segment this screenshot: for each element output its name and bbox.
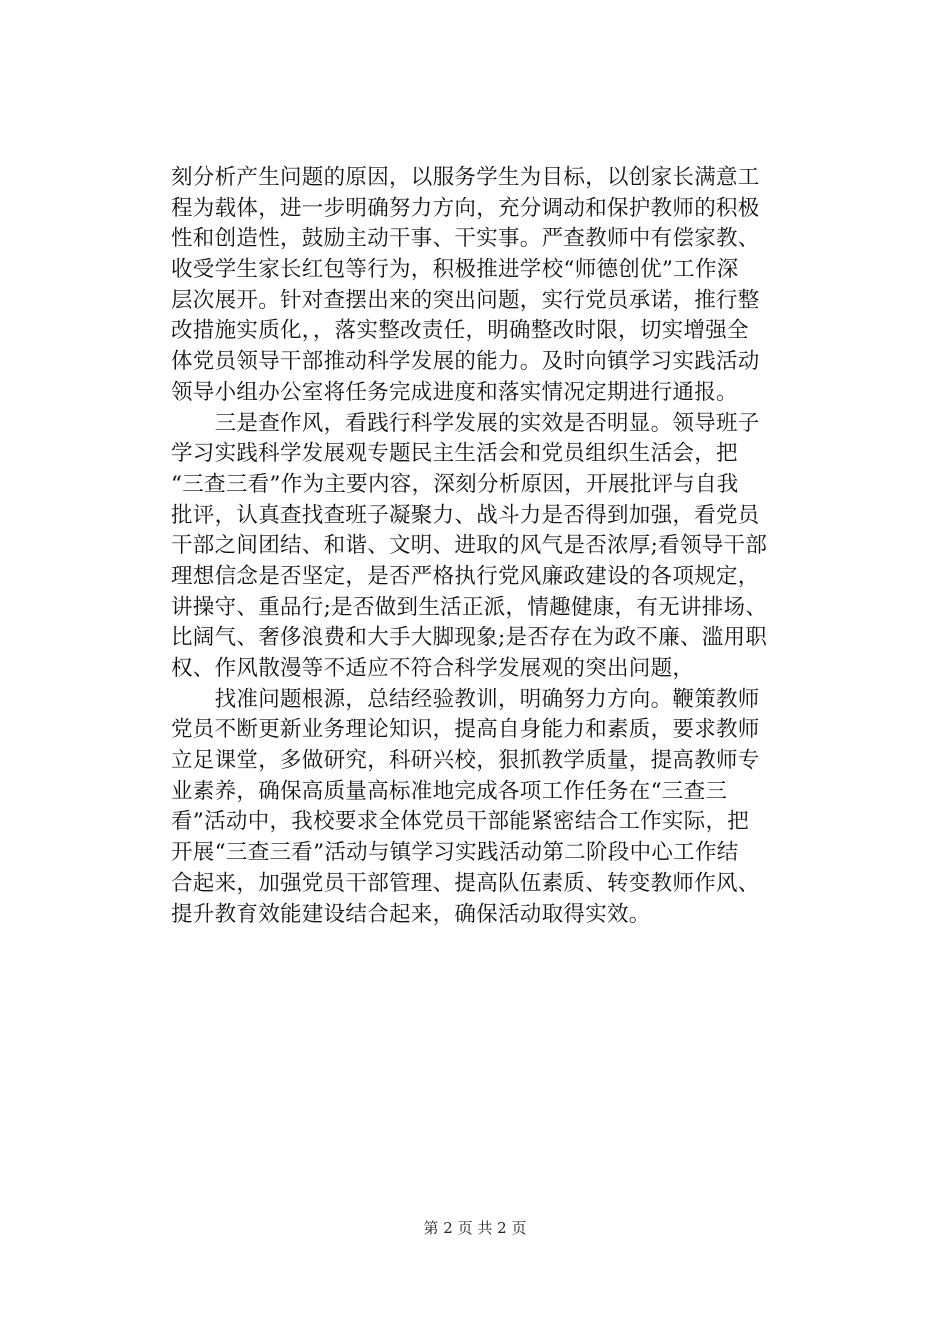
- text-line: 党员不断更新业务理论知识，提高自身能力和素质，要求教师: [171, 717, 760, 743]
- text-line: 理想信念是否坚定，是否严格执行党风廉政建设的各项规定，: [171, 563, 760, 589]
- text-line: 看”活动中，我校要求全体党员干部能紧密结合工作实际，把: [171, 809, 750, 835]
- text-line: 干部之间团结、和谐、文明、进取的风气是否浓厚;看领导干部: [171, 533, 768, 559]
- text-line: 比阔气、奢侈浪费和大手大脚现象;是否存在为政不廉、滥用职: [171, 625, 768, 651]
- page-number-footer: 第 2 页 共 2 页: [423, 1219, 527, 1237]
- text-line: “三查三看”作为主要内容，深刻分析原因，开展批评与自我: [171, 471, 739, 497]
- text-line: 立足课堂，多做研究，科研兴校，狠抓教学质量，提高教师专: [171, 748, 760, 774]
- text-line: 权、作风散漫等不适应不符合科学发展观的突出问题，: [171, 656, 695, 681]
- text-line: 批评，认真查找查班子凝聚力、战斗力是否得到加强，看党员: [171, 502, 760, 528]
- text-line: 收受学生家长红包等行为，积极推进学校“师德创优”工作深: [171, 257, 739, 283]
- body-text: [171, 163, 783, 930]
- text-line: 性和创造性，鼓励主动干事、干实事。严查教师中有偿家教、: [171, 226, 760, 252]
- text-line: 刻分析产生问题的原因，以服务学生为目标，以创家长满意工: [171, 165, 760, 190]
- text-line: 领导小组办公室将任务完成进度和落实情况定期进行通报。: [171, 379, 738, 405]
- text-line: 开展“三查三看”活动与镇学习实践活动第二阶段中心工作结: [171, 840, 739, 866]
- text-line: 合起来，加强党员干部管理、提高队伍素质、转变教师作风、: [171, 870, 760, 896]
- text-line: 程为载体，进一步明确努力方向，充分调动和保护教师的积极: [171, 195, 760, 221]
- paragraph-start-line: 找准问题根源，总结经验教训，明确努力方向。鞭策教师: [171, 686, 760, 712]
- text-line: 体党员领导干部推动科学发展的能力。及时向镇学习实践活动: [171, 349, 760, 375]
- text-line: 业素养，确保高质量高标准地完成各项工作任务在“三查三: [171, 778, 728, 804]
- paragraph-start-line: 三是查作风，看践行科学发展的实效是否明显。领导班子: [171, 410, 760, 436]
- text-line: 提升教育效能建设结合起来，确保活动取得实效。: [171, 901, 651, 927]
- text-line: 学习实践科学发展观专题民主生活会和党员组织生活会，把: [171, 441, 738, 467]
- text-line: 层次展开。针对查摆出来的突出问题，实行党员承诺，推行整: [171, 287, 760, 313]
- text-line: 讲操守、重品行;是否做到生活正派，情趣健康，有无讲排场、: [171, 594, 768, 620]
- text-line: 改措施实质化，，落实整改责任，明确整改时限，切实增强全: [171, 318, 749, 344]
